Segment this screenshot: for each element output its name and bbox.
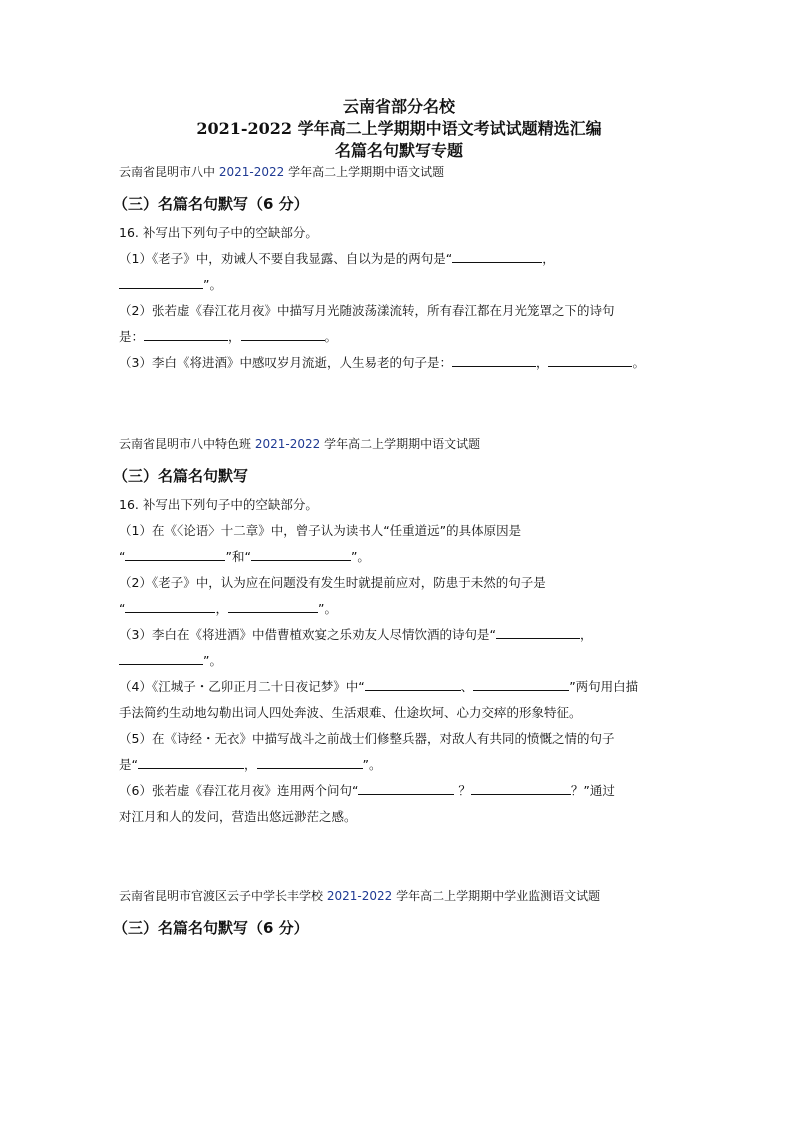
source-line: [119, 888, 679, 904]
section-heading: （三）名篇名句默写（6 分）: [113, 195, 309, 213]
question-item-cont: ”。: [119, 648, 679, 674]
answer-blank[interactable]: [119, 275, 203, 289]
question-item: （4）《江城子・乙卯正月二十日夜记梦》中“ 、 ”两句用白描: [119, 679, 639, 694]
answer-blank[interactable]: [125, 599, 215, 613]
question-item: （1）在《〈论语〉十二章》中，曾子认为读书人“任重道远”的具体原因是: [119, 523, 522, 538]
answer-blank[interactable]: [473, 677, 569, 691]
question-item: （3）李白《将进酒》中感叹岁月流逝，人生易老的句子是： ， 。: [119, 355, 645, 370]
title-line-1: 云南省部分名校: [342, 97, 455, 116]
answer-blank[interactable]: [119, 651, 203, 665]
answer-blank[interactable]: [144, 327, 228, 341]
answer-blank[interactable]: [548, 353, 632, 367]
answer-blank[interactable]: [365, 677, 461, 691]
answer-blank[interactable]: [257, 755, 363, 769]
source-school: 云南省昆明市八中特色班: [119, 437, 255, 451]
question-item-cont: 是： ， 。: [119, 329, 338, 344]
question-item-cont: ”。: [119, 272, 679, 298]
source-exam: 学年高二上学期期中语文试题: [284, 165, 445, 179]
source-exam: 学年高二上学期期中学业监测语文试题: [392, 889, 601, 903]
source-line: [119, 164, 679, 180]
answer-blank[interactable]: [241, 327, 325, 341]
source-year: 2021-2022: [218, 165, 285, 179]
question-item-cont: 对江月和人的发问，营造出悠远渺茫之感。: [119, 809, 357, 824]
answer-blank[interactable]: [125, 547, 225, 561]
source-school: 云南省昆明市官渡区云子中学长丰学校: [119, 889, 327, 903]
question-item: （2）张若虚《春江花月夜》中描写月光随波荡漾流转，所有春江都在月光笼罩之下的诗句: [119, 303, 615, 318]
question-intro: 16. 补写出下列句子中的空缺部分。: [119, 225, 318, 240]
answer-blank[interactable]: [496, 625, 580, 639]
source-line: [119, 436, 679, 452]
answer-blank[interactable]: [452, 249, 542, 263]
title-line-3: 名篇名句默写专题: [334, 141, 463, 160]
section-heading: （三）名篇名句默写: [113, 467, 249, 485]
source-school: 云南省昆明市八中: [119, 165, 219, 179]
question-item-cont: “ ， ”。: [119, 601, 337, 616]
answer-blank[interactable]: [228, 599, 318, 613]
section-heading: （三）名篇名句默写（6 分）: [113, 919, 309, 937]
question-item: （6）张若虚《春江花月夜》连用两个问句“ ？ ？”通过: [119, 783, 615, 798]
source-exam: 学年高二上学期期中语文试题: [320, 437, 481, 451]
title-line-2: 2021-2022 学年高二上学期期中语文考试试题精选汇编: [196, 119, 602, 138]
question-item: （5）在《诗经・无衣》中描写战斗之前战士们修整兵器，对敌人有共同的愤慨之情的句子: [119, 731, 615, 746]
question-item: （1）《老子》中，劝诫人不要自我显露、自以为是的两句是“ ，: [119, 251, 555, 266]
question-item-cont: 是“ ， ”。: [119, 757, 382, 772]
question-item-cont: 手法简约生动地勾勒出词人四处奔波、生活艰难、仕途坎坷、心力交瘁的形象特征。: [119, 705, 582, 720]
answer-blank[interactable]: [452, 353, 536, 367]
question-item-cont: “ ”和“ ”。: [119, 549, 370, 564]
document-page: [113, 96, 679, 944]
answer-blank[interactable]: [138, 755, 244, 769]
answer-blank[interactable]: [471, 781, 571, 795]
answer-blank[interactable]: [251, 547, 351, 561]
answer-blank[interactable]: [358, 781, 454, 795]
question-item: （2）《老子》中，认为应在问题没有发生时就提前应对，防患于未然的句子是: [119, 575, 546, 590]
source-year: 2021-2022: [254, 437, 321, 451]
question-item: （3）李白在《将进酒》中借曹植欢宴之乐劝友人尽情饮酒的诗句是“ ，: [119, 627, 593, 642]
question-intro: 16. 补写出下列句子中的空缺部分。: [119, 497, 318, 512]
source-year: 2021-2022: [326, 889, 393, 903]
